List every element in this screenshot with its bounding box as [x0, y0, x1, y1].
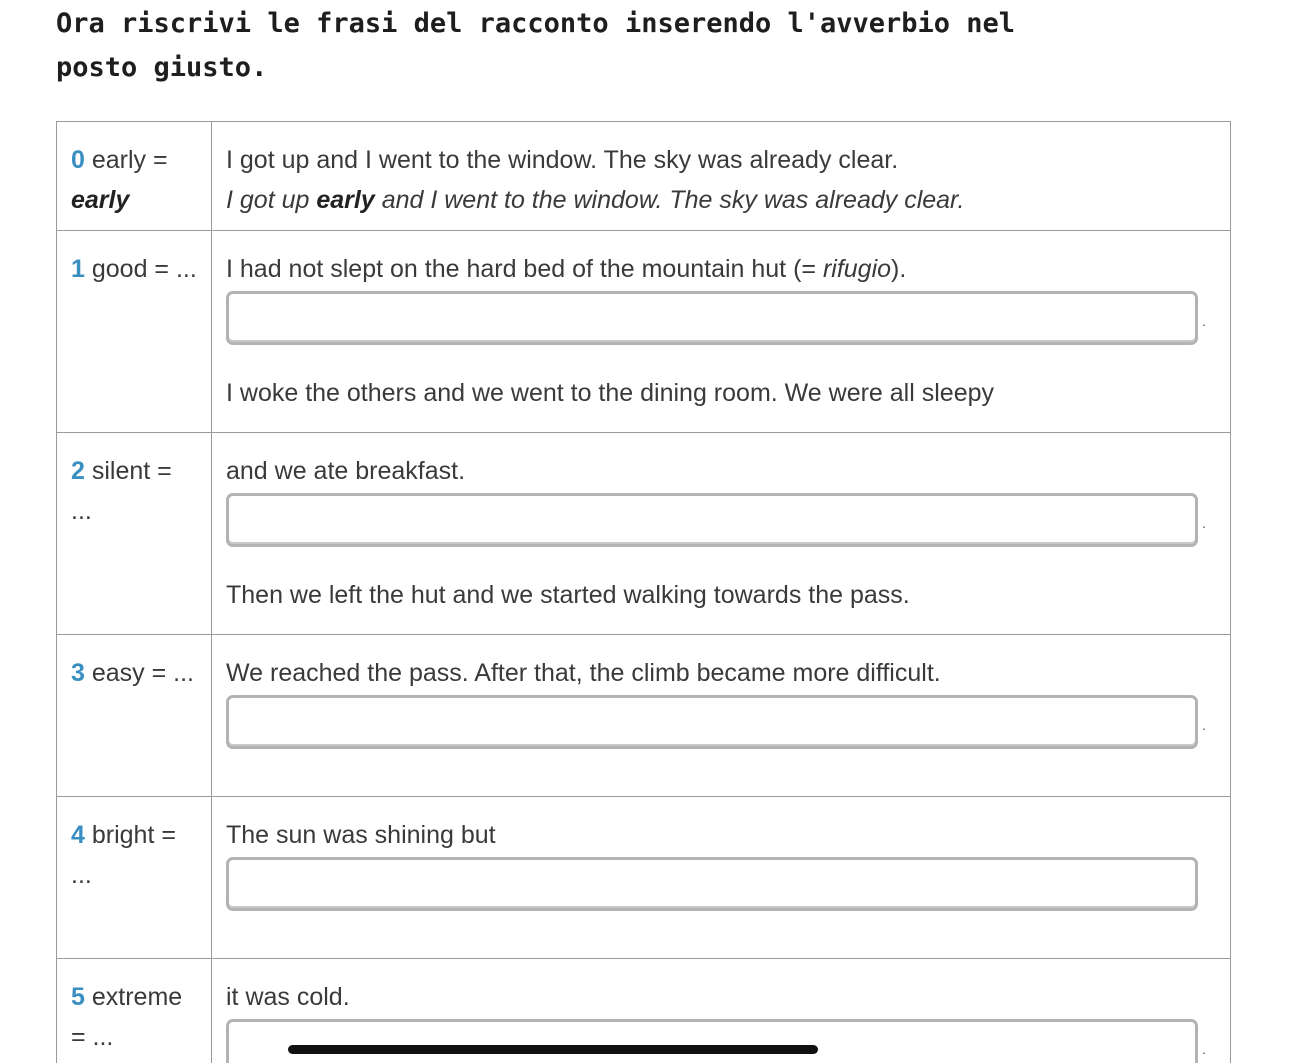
item-number: 0: [71, 146, 85, 174]
sentence-cell: [212, 797, 1231, 959]
table-row: [57, 797, 1231, 959]
sentence-end-period: .: [1202, 313, 1206, 329]
sentence-cell: [212, 433, 1231, 635]
sentence-end-period: .: [1202, 515, 1206, 531]
adjective-ellipsis: ...: [71, 497, 92, 525]
item-number: 4: [71, 821, 85, 849]
example-solution: I got up early and I went to the window. The sky was already clear.: [226, 186, 965, 214]
inserted-adverb: early: [316, 186, 375, 214]
sentence-text: and we ate breakfast.: [226, 457, 466, 485]
sentence-cell: [212, 122, 1231, 231]
answer-input[interactable]: [226, 857, 1198, 911]
adjective-ellipsis: = ...: [71, 1023, 114, 1051]
adjective-label: easy = ...: [91, 659, 194, 687]
sentence-text: The sun was shining but: [226, 821, 496, 849]
adjective-label: extreme: [91, 983, 183, 1011]
table-row: [57, 122, 1231, 231]
example-sentence: I got up and I went to the window. The sky was already clear.: [226, 146, 899, 174]
adjective-label: early =: [91, 146, 168, 174]
adverb-cell: [57, 797, 212, 959]
adverb-cell: [57, 433, 212, 635]
home-indicator-bar[interactable]: [288, 1045, 818, 1054]
exercise-instruction: Ora riscrivi le frasi del racconto inserendo l'avverbio nel posto giusto.: [56, 8, 1016, 83]
adjective-label: silent =: [91, 457, 172, 485]
adjective-label: good = ...: [91, 255, 197, 283]
table-row: [57, 433, 1231, 635]
adverb-cell: [57, 122, 212, 231]
sentence-cell: [212, 231, 1231, 433]
adverb-answer: early: [71, 186, 130, 214]
answer-input[interactable]: [226, 1019, 1198, 1063]
sentence-text: it was cold.: [226, 983, 350, 1011]
sentence-cell: [212, 635, 1231, 797]
item-number: 5: [71, 983, 85, 1011]
item-number: 2: [71, 457, 85, 485]
adverb-cell: [57, 231, 212, 433]
adjective-ellipsis: ...: [71, 861, 92, 889]
table-row: [57, 635, 1231, 797]
adverb-cell: [57, 959, 212, 1063]
adverb-cell: [57, 635, 212, 797]
answer-input[interactable]: [226, 291, 1198, 345]
table-row: [57, 231, 1231, 433]
followup-text: I woke the others and we went to the dining room. We were all sleepy: [226, 379, 995, 407]
item-number: 3: [71, 659, 85, 687]
sentence-end-period: .: [1202, 717, 1206, 733]
answer-input[interactable]: [226, 493, 1198, 547]
exercise-table: [56, 121, 1231, 1063]
adjective-label: bright =: [91, 821, 176, 849]
followup-text: Then we left the hut and we started walking towards the pass.: [226, 581, 910, 609]
sentence-end-period: .: [1202, 1041, 1206, 1057]
answer-input[interactable]: [226, 695, 1198, 749]
sentence-text: We reached the pass. After that, the climb became more difficult.: [226, 659, 941, 687]
item-number: 1: [71, 255, 85, 283]
sentence-text: I had not slept on the hard bed of the mountain hut (= rifugio).: [226, 255, 907, 283]
